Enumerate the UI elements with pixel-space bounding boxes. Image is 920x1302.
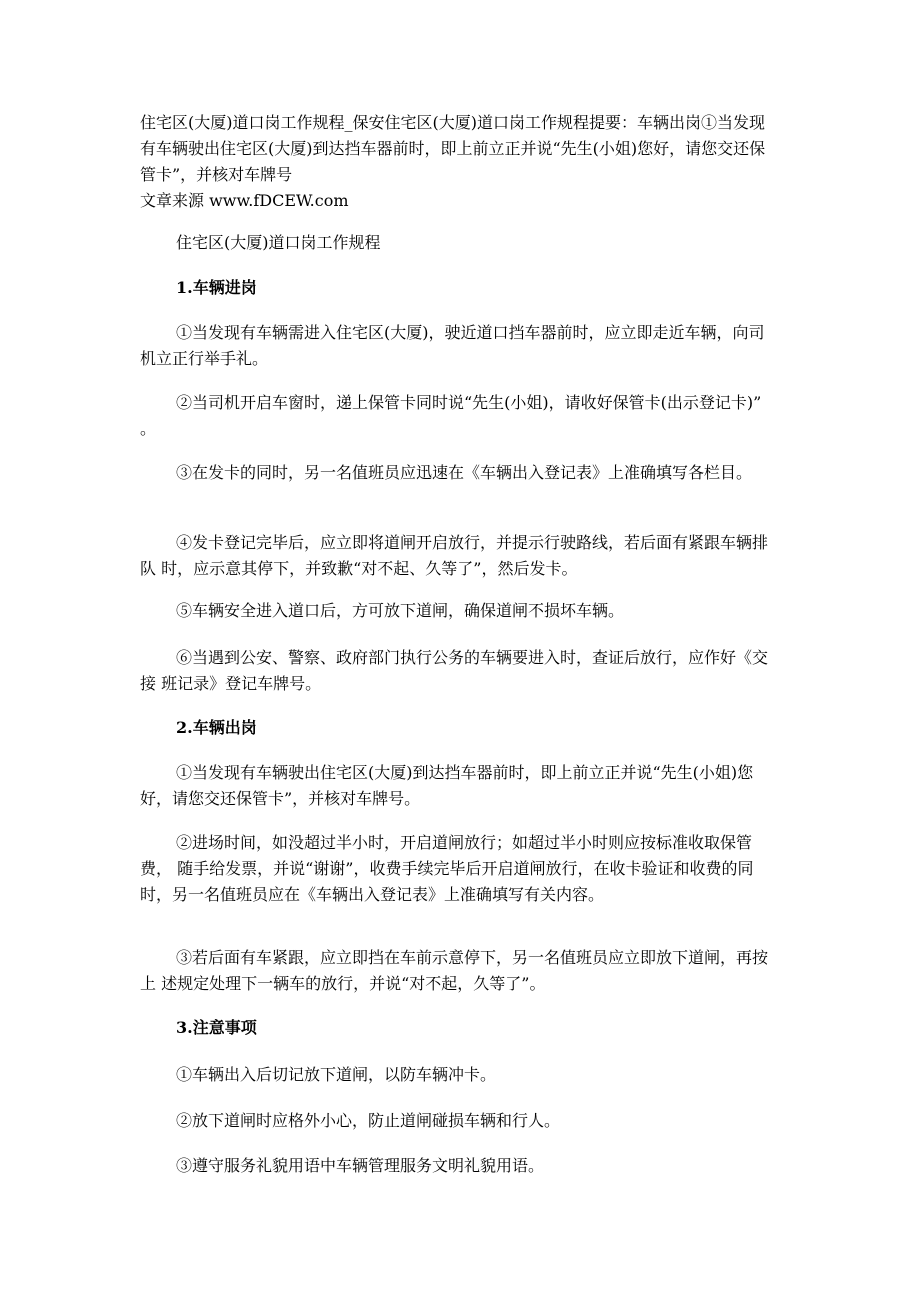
summary-paragraph: 住宅区(大厦)道口岗工作规程_保安住宅区(大厦)道口岗工作规程提要：车辆出岗①当发现有车辆驶出住宅区(大厦)到达挡车器前时，即上前立正并说“先生(小姐)您好，请您交还保管卡”，并核对车牌号 [140,113,766,184]
section-heading-2: 2.车辆出岗 [176,718,257,737]
section-1-item-6: ⑥当遇到公安、警察、政府部门执行公务的车辆要进入时，查证后放行，应作好《交接 班记录》登记车牌号。 [140,648,769,693]
section-3-item-3: ③遵守服务礼貌用语中车辆管理服务文明礼貌用语。 [176,1156,545,1175]
section-1-item-3: ③在发卡的同时，另一名值班员应迅速在《车辆出入登记表》上准确填写各栏目。 [176,463,753,482]
section-1-item-5: ⑤车辆安全进入道口后，方可放下道闸，确保道闸不损坏车辆。 [176,601,625,620]
section-3-item-2: ②放下道闸时应格外小心，防止道闸碰损车辆和行人。 [176,1111,561,1130]
section-heading-3: 3.注意事项 [176,1018,257,1037]
document-title: 住宅区(大厦)道口岗工作规程 [176,233,381,252]
source-line: 文章来源 www.fDCEW.com [140,191,349,210]
section-1-item-2: ②当司机开启车窗时，递上保管卡同时说“先生(小姐)，请收好保管卡(出示登记卡)” 。 [140,393,762,438]
section-1-item-1: ①当发现有车辆需进入住宅区(大厦)，驶近道口挡车器前时，应立即走近车辆，向司机立正行举手礼。 [140,323,765,368]
section-2-item-3: ③若后面有车紧跟，应立即挡在车前示意停下，另一名值班员应立即放下道闸，再按上 述规定处理下一辆车的放行，并说“对不起，久等了”。 [140,948,769,993]
section-2-item-2: ②进场时间，如没超过半小时，开启道闸放行；如超过半小时则应按标准收取保管费， 随手给发票，并说“谢谢”，收费手续完毕后开启道闸放行，在收卡验证和收费的同时，另一名值班员应在《车辆出入登记表》上准确填写有关内容。 [140,833,754,904]
section-1-item-4: ④发卡登记完毕后，应立即将道闸开启放行，并提示行驶路线，若后面有紧跟车辆排队 时，应示意其停下，并致歉“对不起、久等了”，然后发卡。 [140,533,769,578]
section-2-item-1: ①当发现有车辆驶出住宅区(大厦)到达挡车器前时，即上前立正并说“先生(小姐)您好，请您交还保管卡”，并核对车牌号。 [140,763,754,808]
section-3-item-1: ①车辆出入后切记放下道闸，以防车辆冲卡。 [176,1065,497,1084]
section-heading-1: 1.车辆进岗 [176,278,257,297]
